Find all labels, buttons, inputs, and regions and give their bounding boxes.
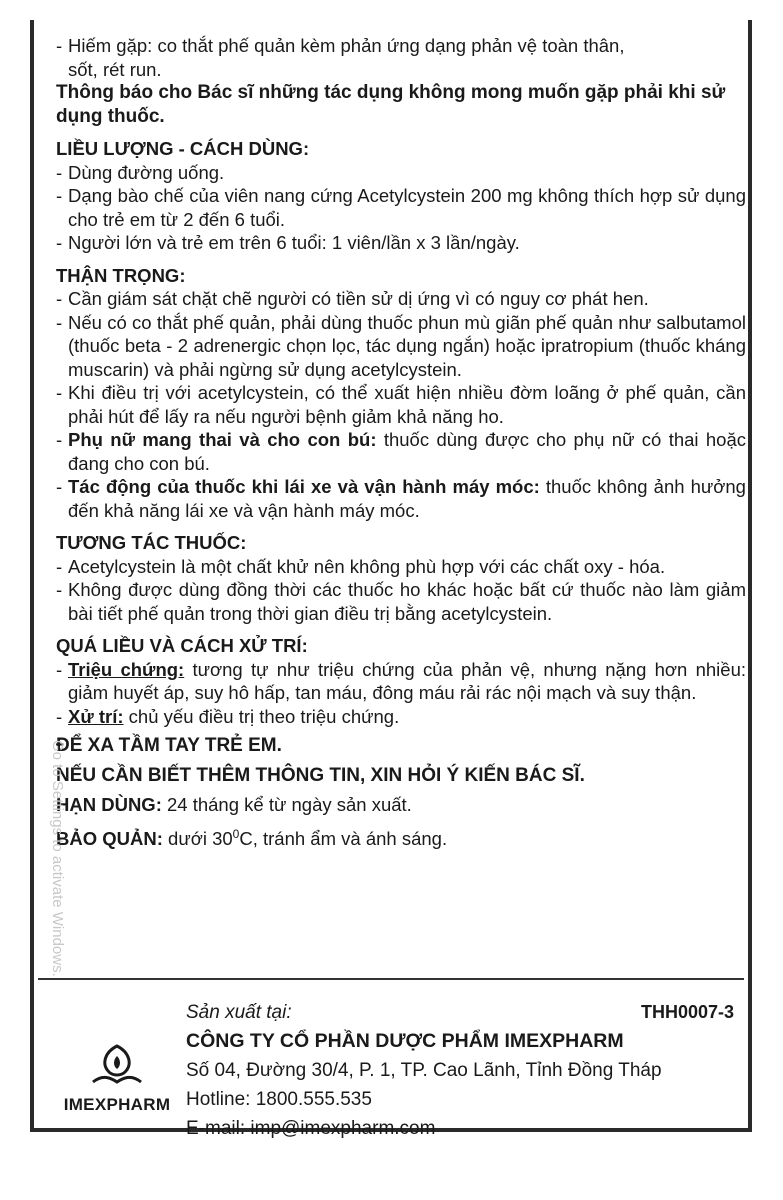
precautions-heading: THẬN TRỌNG: <box>56 264 186 286</box>
imexpharm-logo-icon <box>87 1042 147 1088</box>
bullet-dash: - <box>56 658 63 680</box>
bullet-dash: - <box>56 311 63 333</box>
overdose-treatment-item <box>56 705 746 729</box>
treatment-text: chủ yếu điều trị theo triệu chứng. <box>123 705 400 727</box>
watermark-text: Go to Settings to activate Windows. <box>49 740 66 977</box>
symptoms-label: Triệu chứng: <box>68 658 185 680</box>
overdose-symptoms-item <box>56 658 746 705</box>
rare-side-effect-line2: sốt, rét run. <box>68 58 162 80</box>
dosage-item <box>56 161 746 185</box>
document-code: THH0007-3 <box>640 1002 734 1022</box>
dosage-item-text: Người lớn và trẻ em trên 6 tuổi: 1 viên/lần x 3 lần/ngày. <box>68 232 520 253</box>
company-address: Số 04, Đường 30/4, P. 1, TP. Cao Lãnh, Tỉnh Đồng Tháp <box>186 1060 662 1081</box>
bullet-dash: - <box>56 579 63 600</box>
driving-text: thuốc không ảnh hưởng đến khả năng lái xe và vận hành máy móc. <box>68 476 746 521</box>
storage-text-after: C, tránh ẩm và ánh sáng. <box>239 827 448 849</box>
pregnancy-label: Phụ nữ mang thai và cho con bú: <box>68 429 377 450</box>
dosage-heading: LIỀU LƯỢNG - CÁCH DÙNG: <box>56 138 310 159</box>
bullet-dash: - <box>56 429 63 450</box>
treatment-label: Xử trí: <box>68 705 124 727</box>
storage-degree: 0 <box>232 826 240 841</box>
precaution-item-text: Khi điều trị với acetylcystein, có thể xuất hiện nhiều đờm loãng ở phế quản, cần phải hút để lấy ra nếu người bệnh giảm khả năng ho. <box>68 382 746 427</box>
bullet-dash: - <box>56 185 63 206</box>
leaflet-content <box>56 34 746 850</box>
dosage-item-text: Dạng bào chế của viên nang cứng Acetylcystein 200 mg không thích hợp sử dụng cho trẻ em từ 2 đến 6 tuổi. <box>68 185 746 230</box>
overdose-heading: QUÁ LIỀU VÀ CÁCH XỬ TRÍ: <box>56 635 308 656</box>
storage-text-before: dưới 30 <box>162 827 233 849</box>
manufacturer-details <box>186 998 734 1143</box>
precaution-item-text: Cần giám sát chặt chẽ người có tiền sử dị ứng vì có nguy cơ phát hen. <box>68 288 649 309</box>
expiry-label: HẠN DÙNG: <box>56 794 162 815</box>
driving-item <box>56 475 746 522</box>
imexpharm-logo-text: IMEXPHARM <box>63 1095 171 1114</box>
driving-label: Tác động của thuốc khi lái xe và vận hành máy móc: <box>68 476 540 497</box>
rare-side-effect-item <box>56 34 746 81</box>
interaction-item <box>56 555 746 579</box>
dosage-item <box>56 184 746 231</box>
activate-windows-watermark <box>44 740 74 1070</box>
made-at-label: Sản xuất tại: <box>186 1002 292 1023</box>
consult-doctor-warning: NẾU CẦN BIẾT THÊM THÔNG TIN, XIN HỎI Ý KIẾN BÁC SĨ. <box>56 764 585 786</box>
interaction-item <box>56 578 746 625</box>
bullet-dash: - <box>56 232 63 253</box>
storage-label: BẢO QUẢN: <box>56 827 163 849</box>
interaction-item-text: Không được dùng đồng thời các thuốc ho khác hoặc bất cứ thuốc nào làm giảm bài tiết phế quản trong thời gian điều trị bằng acetylcystein. <box>68 579 746 624</box>
precaution-item-text: Nếu có co thắt phế quản, phải dùng thuốc phun mù giãn phế quản như salbutamol (thuốc beta - 2 adrenergic chọn lọc, tác dụng ngắn) hoặc ipratropium (thuốc kháng muscarin) và phải ngừng sử dụng acetylcystein. <box>68 311 746 380</box>
bullet-dash: - <box>56 555 63 577</box>
company-name: CÔNG TY CỔ PHẦN DƯỢC PHẨM IMEXPHARM <box>186 1030 624 1052</box>
company-hotline: Hotline: 1800.555.535 <box>186 1089 372 1110</box>
expiry-line <box>56 793 746 817</box>
leaflet-frame <box>30 20 752 1139</box>
symptoms-text: tương tự như triệu chứng của phản vệ, nhưng nặng hơn nhiều: giảm huyết áp, suy hô hấp, tan máu, đông máu rải rác nội mạch và suy thận. <box>68 658 746 703</box>
rare-side-effect-line1: Hiếm gặp: co thắt phế quản kèm phản ứng dạng phản vệ toàn thân, <box>68 35 625 56</box>
pregnancy-text: thuốc dùng được cho phụ nữ có thai hoặc đang cho con bú. <box>68 429 747 474</box>
company-email: E-mail: imp@imexpharm.com <box>186 1118 436 1139</box>
bullet-dash: - <box>56 705 63 727</box>
footer-divider <box>38 978 744 980</box>
precaution-item <box>56 381 746 428</box>
expiry-text: 24 tháng kể từ ngày sản xuất. <box>161 794 412 815</box>
bullet-dash: - <box>56 476 63 497</box>
bullet-dash: - <box>56 288 63 309</box>
dosage-item <box>56 231 746 255</box>
side-effect-notice: Thông báo cho Bác sĩ những tác dụng không mong muốn gặp phải khi sử dụng thuốc. <box>56 82 726 127</box>
storage-line <box>56 823 746 851</box>
bullet-dash: - <box>56 161 63 183</box>
interaction-item-text: Acetylcystein là một chất khử nên không phù hợp với các chất oxy - hóa. <box>68 555 666 577</box>
interactions-heading: TƯƠNG TÁC THUỐC: <box>56 532 247 553</box>
dosage-item-text: Dùng đường uống. <box>68 161 225 183</box>
pregnancy-item <box>56 428 746 475</box>
manufacturer-footer <box>34 982 748 1139</box>
bullet-dash: - <box>56 382 63 403</box>
precaution-item <box>56 287 746 311</box>
keep-away-warning: ĐỂ XA TẦM TAY TRẺ EM. <box>56 735 282 756</box>
precaution-item <box>56 311 746 382</box>
bullet-dash: - <box>56 35 63 56</box>
